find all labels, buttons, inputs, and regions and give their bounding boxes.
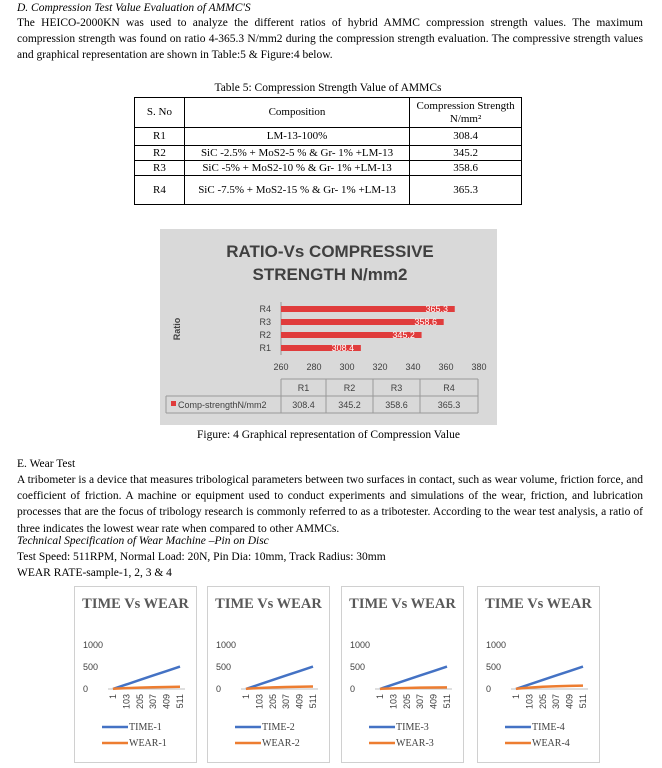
- legend-swatch: [171, 401, 176, 406]
- series-line: [380, 687, 447, 688]
- x-tick-label: 205: [267, 694, 278, 710]
- y-axis-label: Ratio: [172, 317, 182, 341]
- x-tick-label: 511: [578, 694, 588, 709]
- data-label: 345.2: [392, 330, 415, 340]
- x-tick-label: 409: [294, 694, 305, 710]
- category-label: R2: [259, 330, 271, 340]
- figure-caption: Figure: 4 Graphical representation of Compression Value: [197, 429, 460, 441]
- x-tick-label: 1: [108, 694, 118, 700]
- table-header-sno: S. No: [135, 98, 185, 128]
- x-tick-label: 1: [375, 694, 385, 700]
- legend-label: TIME-3: [396, 722, 429, 733]
- table-cell-value: 308.4: [410, 128, 522, 146]
- wear-chart-title: TIME Vs WEAR: [349, 596, 456, 612]
- x-tick-label: 205: [134, 694, 145, 710]
- table-cell-sno: R3: [135, 161, 185, 176]
- wear-chart-svg: [208, 587, 331, 764]
- table-row: [135, 161, 522, 176]
- x-tick-label: 511: [175, 694, 185, 709]
- wear-chart-svg: [342, 587, 465, 764]
- y-tick-label: 1000: [83, 640, 104, 650]
- data-table-header: R3: [390, 383, 403, 393]
- data-label: 358.6: [414, 317, 437, 327]
- data-table-value: 308.4: [292, 400, 315, 410]
- x-tick-label: 511: [442, 694, 452, 709]
- y-tick-label: 500: [83, 662, 99, 672]
- x-tick-label: 320: [372, 362, 388, 372]
- legend-label: TIME-4: [532, 722, 565, 733]
- wear-chart-2: [207, 586, 330, 763]
- table-cell-sno: R4: [135, 176, 185, 205]
- table-cell-value: 365.3: [410, 176, 522, 205]
- chart-title: RATIO-Vs COMPRESSIVE STRENGTH N/mm2: [226, 242, 434, 284]
- table-cell-composition: SiC -7.5% + MoS2-15 % & Gr- 1% +LM-13: [184, 176, 409, 205]
- spec-line: Test Speed: 511RPM, Normal Load: 20N, Pin Dia: 10mm, Track Radius: 30mm: [17, 551, 386, 563]
- legend-label: TIME-1: [129, 722, 162, 733]
- legend-label: WEAR-3: [396, 738, 434, 749]
- section-d-paragraph: The HEICO-2000KN was used to analyze the different ratios of hybrid AMMC compression strength values. The maximum compression strength was found on ratio 4-365.3 N/mm2 during the compression strength evaluation. The compressive strength values and graphical representation are shown in Table:5 & Figure:4 below.: [17, 17, 643, 62]
- category-label: R1: [259, 343, 271, 353]
- legend-label: WEAR-1: [129, 738, 167, 749]
- data-table-value: 358.6: [385, 400, 408, 410]
- y-tick-label: 0: [486, 684, 492, 694]
- y-tick-label: 500: [486, 662, 502, 672]
- x-tick-label: 409: [564, 694, 575, 710]
- y-tick-label: 0: [83, 684, 89, 694]
- section-d-heading: D. Compression Test Value Evaluation of AMMC'S: [17, 2, 251, 14]
- x-tick-label: 380: [471, 362, 487, 372]
- y-tick-label: 0: [350, 684, 356, 694]
- x-tick-label: 340: [405, 362, 421, 372]
- data-table-header: R2: [343, 383, 356, 393]
- table-cell-sno: R1: [135, 128, 185, 146]
- section-e-heading-text: E. Wear Test: [17, 458, 76, 470]
- spec-heading: Technical Specification of Wear Machine –Pin on Disc: [17, 535, 269, 547]
- table-cell-composition: SiC -5% + MoS2-10 % & Gr- 1% +LM-13: [184, 161, 409, 176]
- series-line: [113, 687, 180, 689]
- x-tick-label: 280: [306, 362, 322, 372]
- x-tick-label: 205: [401, 694, 412, 710]
- x-tick-label: 103: [524, 694, 535, 710]
- legend-label: TIME-2: [262, 722, 295, 733]
- wear-chart-title: TIME Vs WEAR: [485, 596, 592, 612]
- x-tick-label: 260: [273, 362, 289, 372]
- wear-chart-svg: [75, 587, 198, 764]
- wear-chart-4: [477, 586, 600, 763]
- x-tick-label: 1: [241, 694, 251, 700]
- table-header-composition: Composition: [184, 98, 409, 128]
- compression-chart-svg: [160, 229, 497, 425]
- y-tick-label: 500: [216, 662, 232, 672]
- wear-rate-line: WEAR RATE-sample-1, 2, 3 & 4: [17, 567, 172, 579]
- data-table-value: 345.2: [338, 400, 361, 410]
- legend-label: Comp-strengthN/mm2: [178, 400, 267, 410]
- table-header-strength: Compression Strength N/mm²: [410, 98, 522, 128]
- wear-chart-title: TIME Vs WEAR: [215, 596, 322, 612]
- wear-chart-3: [341, 586, 464, 763]
- y-tick-label: 1000: [350, 640, 371, 650]
- section-e-paragraph: A tribometer is a device that measures tribological parameters between two surfaces in contact, such as wear volume, friction force, and coefficient of friction. A machine or equipment used to conduct experiments and simulations of the wear, friction, and lubrication processes that are the focus of tribology research is commonly referred to as a tribotester. According to the wear test analysis, a ratio of three indicates the lowest wear rate when compared to other AMMCs.: [17, 474, 643, 535]
- compression-table: [134, 97, 522, 205]
- data-table-header: R1: [297, 383, 310, 393]
- x-tick-label: 103: [388, 694, 399, 710]
- series-line: [113, 667, 180, 689]
- x-tick-label: 360: [438, 362, 454, 372]
- legend-label: WEAR-2: [262, 738, 300, 749]
- y-tick-label: 500: [350, 662, 366, 672]
- x-tick-label: 307: [551, 694, 562, 710]
- category-label: R4: [259, 304, 271, 314]
- category-label: R3: [259, 317, 271, 327]
- table-row: [135, 146, 522, 161]
- table-cell-value: 358.6: [410, 161, 522, 176]
- x-tick-label: 511: [308, 694, 318, 709]
- x-tick-label: 103: [254, 694, 265, 710]
- section-e-heading: [17, 458, 75, 470]
- series-line: [380, 667, 447, 689]
- compression-chart: [160, 229, 497, 425]
- x-tick-label: 103: [121, 694, 132, 710]
- x-tick-label: 205: [537, 694, 548, 710]
- table-row: [135, 176, 522, 205]
- table-cell-composition: LM-13-100%: [184, 128, 409, 146]
- x-tick-label: 307: [281, 694, 292, 710]
- table-header-row: [135, 98, 522, 128]
- table-row: [135, 128, 522, 146]
- x-tick-label: 307: [415, 694, 426, 710]
- x-tick-label: 409: [428, 694, 439, 710]
- wear-chart-svg: [478, 587, 601, 764]
- wear-chart-title: TIME Vs WEAR: [82, 596, 189, 612]
- table-cell-sno: R2: [135, 146, 185, 161]
- table-cell-composition: SiC -2.5% + MoS2-5 % & Gr- 1% +LM-13: [184, 146, 409, 161]
- x-tick-label: 409: [161, 694, 172, 710]
- x-tick-label: 300: [339, 362, 355, 372]
- wear-chart-1: [74, 586, 197, 763]
- y-tick-label: 0: [216, 684, 222, 694]
- table-cell-value: 345.2: [410, 146, 522, 161]
- legend-label: WEAR-4: [532, 738, 570, 749]
- y-tick-label: 1000: [486, 640, 507, 650]
- data-table-header: R4: [443, 383, 455, 393]
- data-label: 308.4: [331, 343, 355, 353]
- x-tick-label: 1: [511, 694, 521, 700]
- data-table-value: 365.3: [437, 400, 461, 410]
- y-tick-label: 1000: [216, 640, 237, 650]
- table-caption: Table 5: Compression Strength Value of AMMCs: [214, 82, 442, 94]
- x-tick-label: 307: [148, 694, 159, 710]
- data-label: 365.3: [425, 304, 449, 314]
